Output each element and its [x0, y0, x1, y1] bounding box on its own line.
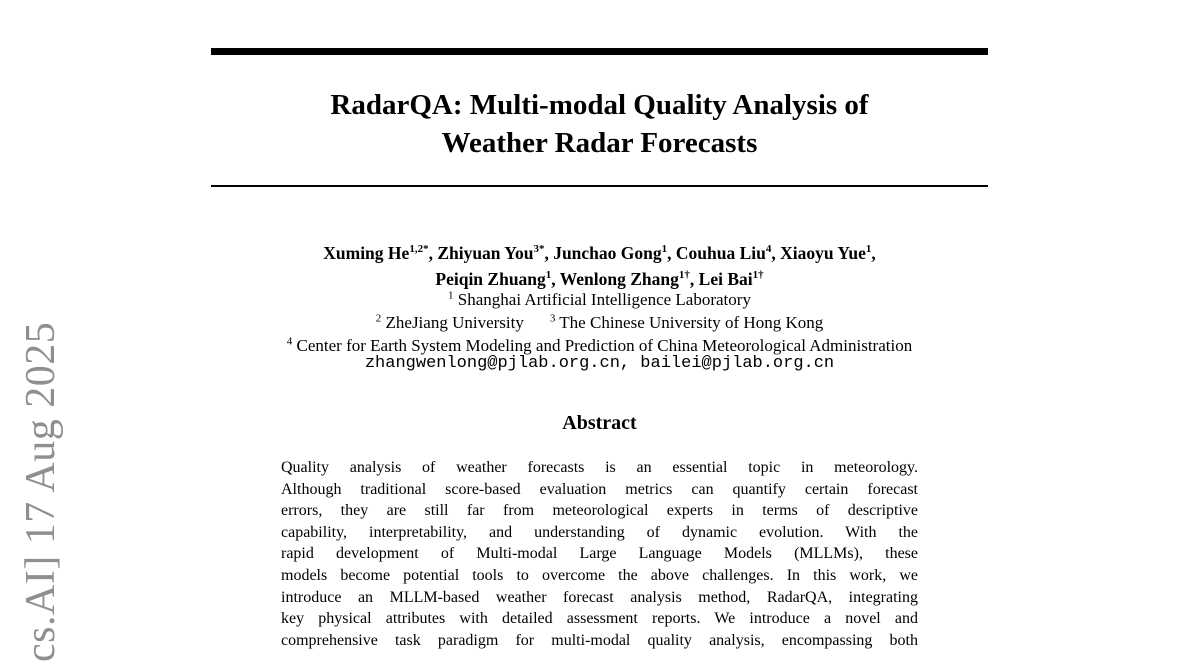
affiliation-text: Shanghai Artificial Intelligence Laboratory — [453, 290, 751, 309]
author-separator: , — [771, 243, 781, 263]
affiliation-text: Center for Earth System Modeling and Prediction of China Meteorological Administration — [292, 336, 913, 355]
author — [435, 269, 559, 289]
affiliation-text: The Chinese University of Hong Kong — [555, 313, 824, 332]
author-name: Xiaoyu Yue — [780, 243, 866, 263]
abstract-line: models become potential tools to overcome the above challenges. In this work, we — [281, 566, 918, 584]
paper-title — [211, 86, 988, 162]
author-superscript: 1 — [545, 269, 552, 282]
affiliation-line-2 — [211, 311, 988, 334]
paper-title-line1: RadarQA: Multi-modal Quality Analysis of — [330, 89, 869, 121]
author-superscript: 1† — [678, 269, 690, 282]
author-separator: , — [428, 243, 438, 263]
author — [553, 243, 676, 263]
affiliation-text: ZheJiang University — [381, 313, 524, 332]
author — [323, 243, 437, 263]
abstract-line: capability, interpretability, and understanding of dynamic evolution. With the — [281, 523, 918, 541]
author-line-1 — [211, 240, 988, 266]
abstract-line: rapid development of Multi-modal Large Language Models (MLLMs), these — [281, 545, 918, 563]
author-separator: , — [689, 269, 699, 289]
author-name: Junchao Gong — [553, 243, 662, 263]
author-name: Peiqin Zhuang — [435, 269, 546, 289]
abstract-line: errors, they are still far from meteorological experts in terms of descriptive — [281, 502, 918, 520]
author-name: Zhiyuan You — [437, 243, 534, 263]
author-name: Xuming He — [323, 243, 410, 263]
author — [560, 269, 699, 289]
title-rule-top — [211, 48, 988, 55]
author-separator: , — [871, 243, 876, 263]
author-block — [211, 240, 988, 292]
abstract-line: comprehensive task paradigm for multi-modal quality analysis, encompassing both — [281, 631, 918, 649]
author-superscript: 4 — [765, 243, 772, 256]
paper-content-column — [211, 0, 988, 648]
affiliation-superscript: 4 — [286, 335, 293, 348]
author — [780, 243, 876, 263]
author — [699, 269, 764, 289]
paper-title-line2: Weather Radar Forecasts — [441, 127, 758, 159]
affiliation-superscript: 1 — [448, 289, 454, 302]
author — [676, 243, 780, 263]
abstract-line: Although traditional score-based evaluation metrics can quantify certain forecast — [281, 480, 918, 498]
affiliation-superscript: 2 — [375, 312, 382, 325]
abstract-heading: Abstract — [562, 412, 637, 434]
abstract-line: introduce an MLLM-based weather forecast analysis method, RadarQA, integrating — [281, 588, 918, 606]
arxiv-watermark: cs.AI] 17 Aug 2025 — [18, 321, 64, 662]
author-separator: , — [551, 269, 560, 289]
affiliation-superscript: 3 — [549, 312, 556, 325]
title-rule-bottom — [211, 185, 988, 187]
author-name: Lei Bai — [698, 269, 753, 289]
abstract-body — [281, 459, 918, 653]
author-superscript: 1 — [865, 243, 872, 256]
abstract-line: Quality analysis of weather forecasts is an essential topic in meteorology. — [281, 459, 918, 476]
author-superscript: 1,2* — [409, 243, 429, 256]
affiliation-line-1 — [211, 288, 988, 311]
author-superscript: 1 — [661, 243, 668, 256]
author-separator: , — [667, 243, 676, 263]
affiliation-block — [211, 288, 988, 357]
author-superscript: 1† — [752, 269, 764, 282]
abstract-line: key physical attributes with detailed assessment reports. We introduce a novel and — [281, 610, 918, 628]
author — [437, 243, 553, 263]
author-name: Couhua Liu — [675, 243, 766, 263]
author-name: Wenlong Zhang — [559, 269, 679, 289]
author-separator: , — [544, 243, 554, 263]
email-line: zhangwenlong@pjlab.org.cn, bailei@pjlab.org.cn — [364, 354, 835, 373]
author-superscript: 3* — [533, 243, 545, 256]
